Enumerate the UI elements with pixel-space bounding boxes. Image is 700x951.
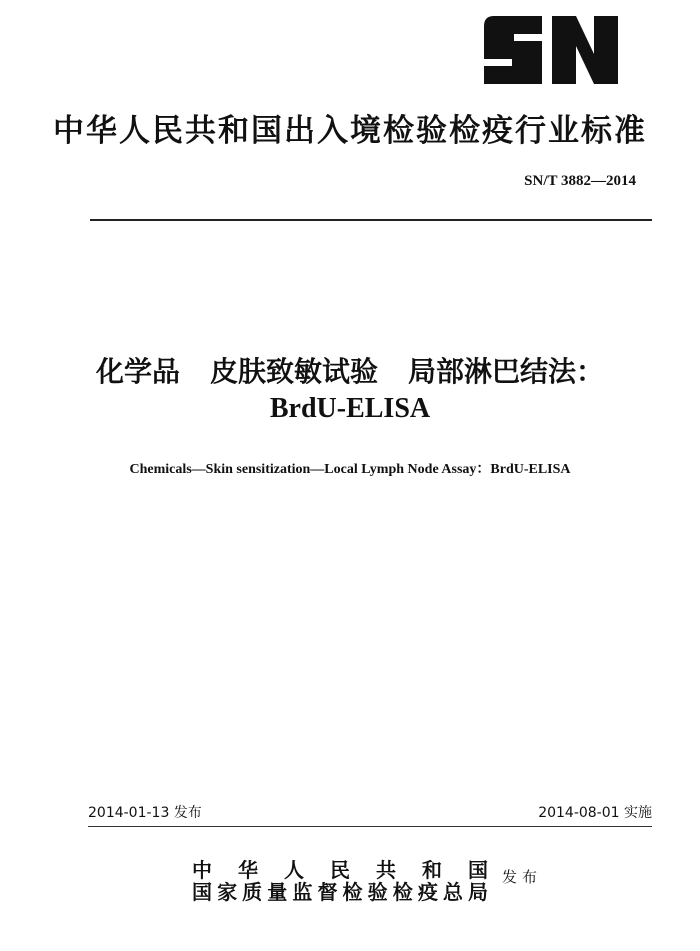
document-title-en: Chemicals—Skin sensitization—Local Lymph Node Assay：BrdU-ELISA xyxy=(129,462,571,477)
issuer-agency: 国家质量监督检验检疫总局 xyxy=(192,880,488,904)
industry-standard-title: 中华人民共和国出入境检验检疫行业标准 xyxy=(53,113,647,149)
header-divider xyxy=(90,219,652,221)
issue-date: 2014-01-13 发布 xyxy=(88,805,202,821)
title-cn-part-2: 皮肤致敏试验 xyxy=(209,355,378,388)
document-title-cn xyxy=(0,350,700,390)
implementation-date: 2014-08-01 实施 xyxy=(538,805,652,821)
sn-logo xyxy=(482,14,620,86)
issuer-country: 中 华 人 民 共 和 国 xyxy=(192,858,488,882)
logo-letter-s xyxy=(484,16,542,84)
logo-letter-n xyxy=(552,16,618,84)
publish-label: 发布 xyxy=(502,868,543,886)
footer-divider xyxy=(88,826,652,827)
standard-number: SN/T 3882—2014 xyxy=(524,173,636,189)
title-cn-part-3: 局部淋巴结法： xyxy=(408,355,605,388)
title-cn-part-1: 化学品 xyxy=(95,355,180,388)
document-title-cn-line-2: BrdU-ELISA xyxy=(269,393,431,424)
